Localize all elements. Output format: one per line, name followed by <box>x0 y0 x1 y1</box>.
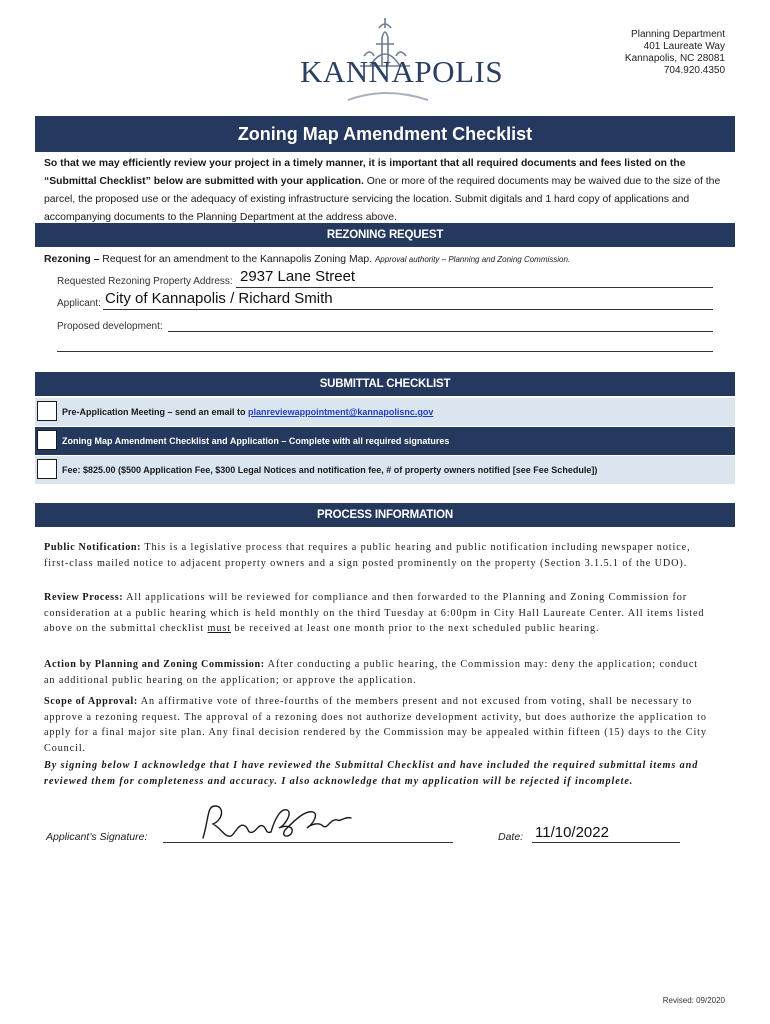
public-notification-paragraph: Public Notification: This is a legislative process that requires a public hearing and public notification including newspaper notice, first-class mailed notice to adjacent property owners and a sign posted prominently on the property (Section 3.1.5.1 of the UDO). <box>44 542 691 569</box>
checklist-item-text: Fee: $825.00 ($500 Application Fee, $300 Legal Notices and notification fee, # of property owners notified [see Fee Schedule]) <box>62 465 598 475</box>
address-field[interactable]: 2937 Lane Street <box>240 268 356 285</box>
checklist-item <box>35 398 735 426</box>
checklist-item-text: Zoning Map Amendment Checklist and Application – Complete with all required signatures <box>62 436 450 446</box>
rezoning-lead: Rezoning – <box>44 254 100 265</box>
address-line-rule <box>236 287 713 288</box>
applicant-line-rule <box>103 309 713 310</box>
address-line: 401 Laureate Way <box>643 41 725 52</box>
approval-authority: Approval authority – Planning and Zoning Commission. <box>374 255 571 264</box>
rezoning-description <box>44 254 570 265</box>
applicant-signature <box>195 798 355 848</box>
address-line: Kannapolis, NC 28081 <box>624 53 725 64</box>
intro-text: One or more of the required documents may be waived due to the size of the parcel, the proposed use or the adequacy of existing infrastructure servicing the location. Submit digitals and 1 hard copy of applications and accompanying documents to the Planning Department at the address above. <box>44 176 721 223</box>
checkbox[interactable] <box>37 401 57 421</box>
date-label: Date: <box>498 831 524 843</box>
checklist-item <box>35 427 735 455</box>
email-link[interactable]: planreviewappointment@kannapolisnc.gov <box>248 407 434 417</box>
proposed-development-field[interactable] <box>168 331 713 332</box>
date-field[interactable]: 11/10/2022 <box>535 824 609 841</box>
address-line: Planning Department <box>631 29 725 40</box>
applicant-label: Applicant: <box>57 298 101 309</box>
rezoning-lead-text: Request for an amendment to the Kannapolis Zoning Map. <box>99 254 375 265</box>
page-title: Zoning Map Amendment Checklist <box>35 116 735 152</box>
commission-action-paragraph: Action by Planning and Zoning Commission: After conducting a public hearing, the Commission may: deny the application; conduct an additional public hearing on the application; or approve the application. <box>44 659 699 686</box>
signature-label: Applicant’s Signature: <box>46 831 148 843</box>
department-address <box>625 29 725 77</box>
review-process-paragraph: Review Process: All applications will be reviewed for compliance and then forwarded to the Planning and Zoning Commission for consideration at a public hearing which is held monthly on the third Tuesday at 6:00pm in City Hall Laureate Center. All items listed above on the submittal checklist must be received at least one month prior to the next scheduled public hearing. <box>44 592 705 635</box>
checkbox[interactable] <box>37 430 57 450</box>
signature-field[interactable] <box>163 842 453 843</box>
scope-of-approval-paragraph: Scope of Approval: An affirmative vote of three-fourths of the members present and not excused from voting, shall be necessary to approve a rezoning request. The approval of a rezoning does not authorize development activity, but does authorize the application to apply for a final major site plan. Any final decision rendered by the Commission may be appealed within fifteen (15) days to the City Council. <box>44 696 707 754</box>
revision-date: Revised: 09/2020 <box>662 996 725 1005</box>
process-section-header: PROCESS INFORMATION <box>35 503 735 527</box>
checkbox[interactable] <box>37 459 57 479</box>
address-line: 704.920.4350 <box>663 65 725 76</box>
applicant-field[interactable]: City of Kannapolis / Richard Smith <box>105 290 333 307</box>
acknowledgement-paragraph: By signing below I acknowledge that I have reviewed the Submittal Checklist and have included the required submittal items and reviewed them for completeness and accuracy. I also acknowledge that my application will be rejected if incomplete. <box>44 760 699 787</box>
logo-wordmark: KANNAPOLIS <box>300 54 504 89</box>
checklist-item-text: Pre-Application Meeting – send an email to planreviewappointment@kannapolisnc.gov <box>62 407 434 417</box>
intro-bold: So that we may efficiently review your project in a timely manner, it is important that all required documents and fees listed on the “Submittal Checklist” below are submitted with your application. <box>44 158 686 187</box>
checklist-section-header: SUBMITTAL CHECKLIST <box>35 372 735 396</box>
date-line-rule <box>532 842 680 843</box>
address-label: Requested Rezoning Property Address: <box>57 276 233 287</box>
proposed-development-field-2[interactable] <box>57 351 713 352</box>
proposed-development-label: Proposed development: <box>57 321 163 332</box>
checklist-item <box>35 456 735 484</box>
intro-paragraph <box>44 155 728 227</box>
rezoning-section-header: REZONING REQUEST <box>35 223 735 247</box>
